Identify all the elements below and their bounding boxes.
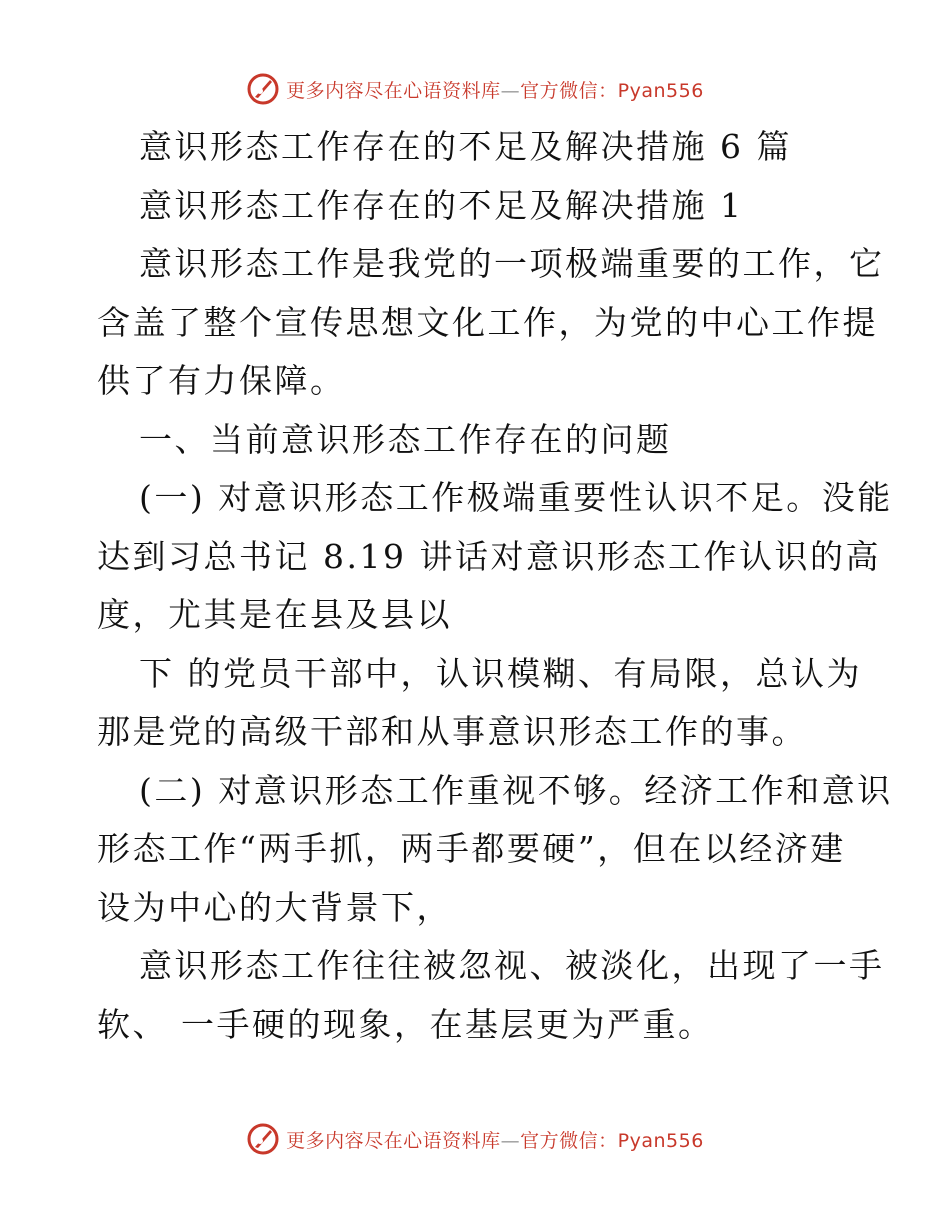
paragraph-line: 软、 一手硬的现象，在基层更为严重。 [97, 1004, 714, 1044]
watermark-account: 官方微信：Pyan556 [520, 79, 704, 102]
subheading: 一、当前意识形态工作存在的问题 [139, 419, 672, 459]
watermark-dash: — [500, 1129, 521, 1152]
document-title: 意识形态工作存在的不足及解决措施 6 篇 [139, 127, 792, 166]
watermark-account: 官方微信：Pyan556 [520, 1129, 704, 1152]
section-title: 意识形态工作存在的不足及解决措施 1 [139, 185, 744, 225]
watermark-text [286, 76, 704, 103]
paragraph-line: 达到习总书记 8.19 讲话对意识形态工作认识的高 [97, 536, 881, 576]
paragraph-line: 那是党的高级干部和从事意识形态工作的事。 [97, 712, 807, 751]
paragraph-line: 下 的党员干部中，认识模糊、有局限，总认为 [139, 653, 862, 693]
paragraph-line: 形态工作“两手抓，两手都要硬”，但在以经济建 [97, 829, 846, 868]
paragraph-line: (一) 对意识形态工作极端重要性认识不足。没能 [139, 478, 893, 517]
watermark-text [286, 1126, 704, 1153]
watermark-brand: 更多内容尽在心语资料库 [286, 79, 501, 102]
paragraph-line: 意识形态工作往往被忽视、被淡化，出现了一手 [139, 946, 885, 985]
paragraph-line: 度，尤其是在县及县以 [97, 595, 452, 634]
document-body [97, 118, 893, 1054]
watermark-dash: — [500, 79, 521, 102]
watermark-brand: 更多内容尽在心语资料库 [286, 1129, 501, 1152]
footer-watermark [0, 1122, 950, 1156]
paragraph-line: 意识形态工作是我党的一项极端重要的工作，它 [139, 244, 885, 283]
header-watermark [0, 72, 950, 106]
quill-circle-logo-icon [246, 72, 280, 106]
paragraph-line: 设为中心的大背景下， [97, 887, 452, 927]
paragraph-line: 含盖了整个宣传思想文化工作，为党的中心工作提 [97, 302, 878, 342]
quill-circle-logo-icon [246, 1122, 280, 1156]
paragraph-line: (二) 对意识形态工作重视不够。经济工作和意识 [139, 770, 893, 810]
paragraph-line: 供了有力保障。 [97, 361, 346, 400]
